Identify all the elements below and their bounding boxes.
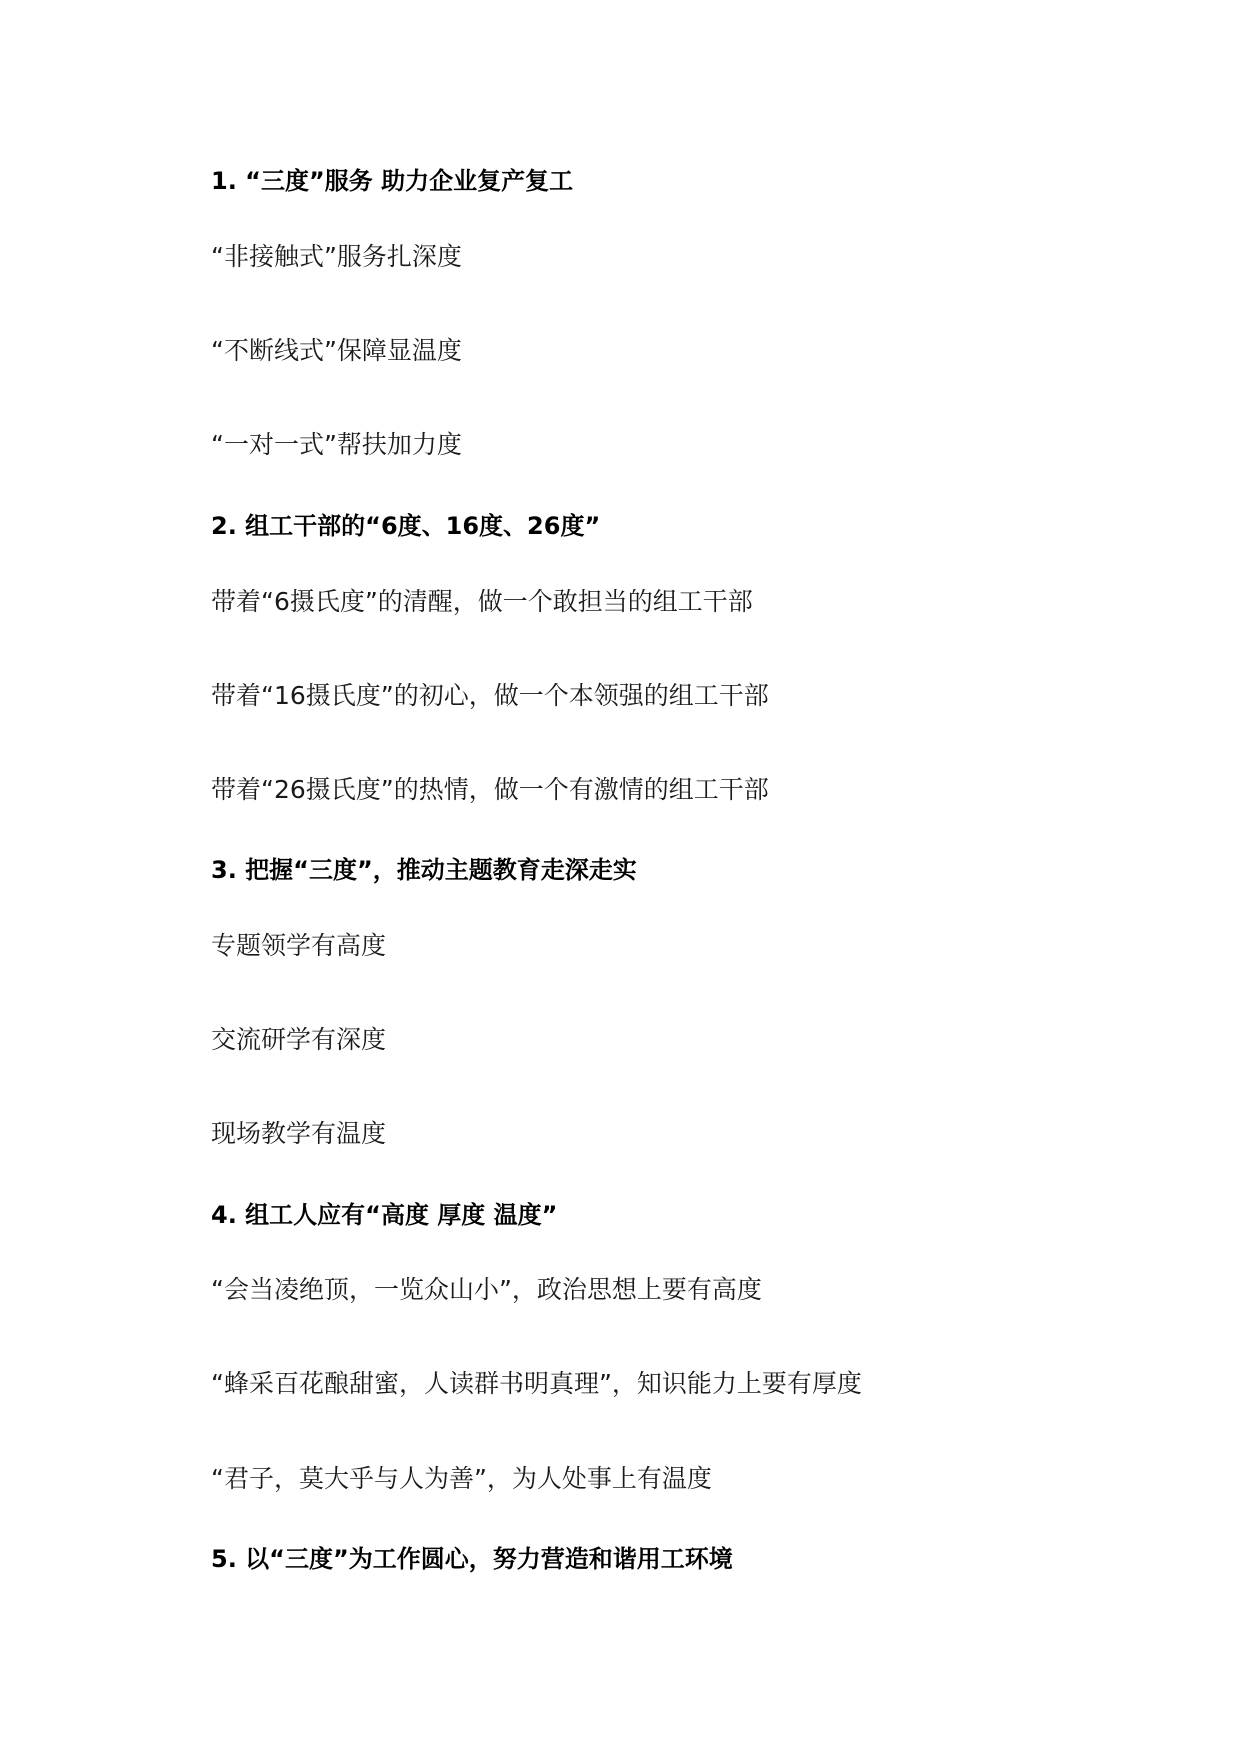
section-2-line-3: 带着“26摄氏度”的热情，做一个有激情的组工干部 [211,775,769,804]
section-4-line-3: “君子，莫大乎与人为善”，为人处事上有温度 [211,1464,712,1493]
section-4-line-2: “蜂采百花酿甜蜜，人读群书明真理”，知识能力上要有厚度 [211,1369,862,1398]
section-3-line-1: 专题领学有高度 [211,931,387,960]
section-5-heading: 5. 以“三度”为工作圆心，努力营造和谐用工环境 [211,1545,733,1573]
section-2-heading: 2. 组工干部的“6度、16度、26度” [211,512,601,540]
section-1-line-1: “非接触式”服务扎深度 [211,242,462,271]
section-4-line-1: “会当凌绝顶，一览众山小”，政治思想上要有高度 [211,1275,762,1304]
section-3-line-3: 现场教学有温度 [211,1119,387,1148]
section-3-line-2: 交流研学有深度 [211,1025,387,1054]
section-1-heading: 1. “三度”服务 助力企业复产复工 [211,167,574,195]
section-4-heading: 4. 组工人应有“高度 厚度 温度” [211,1201,558,1229]
section-1-line-3: “一对一式”帮扶加力度 [211,430,462,459]
section-1-line-2: “不断线式”保障显温度 [211,336,462,365]
section-2-line-2: 带着“16摄氏度”的初心，做一个本领强的组工干部 [211,681,769,710]
section-2-line-1: 带着“6摄氏度”的清醒，做一个敢担当的组工干部 [211,587,753,616]
section-3-heading: 3. 把握“三度”，推动主题教育走深走实 [211,856,637,884]
